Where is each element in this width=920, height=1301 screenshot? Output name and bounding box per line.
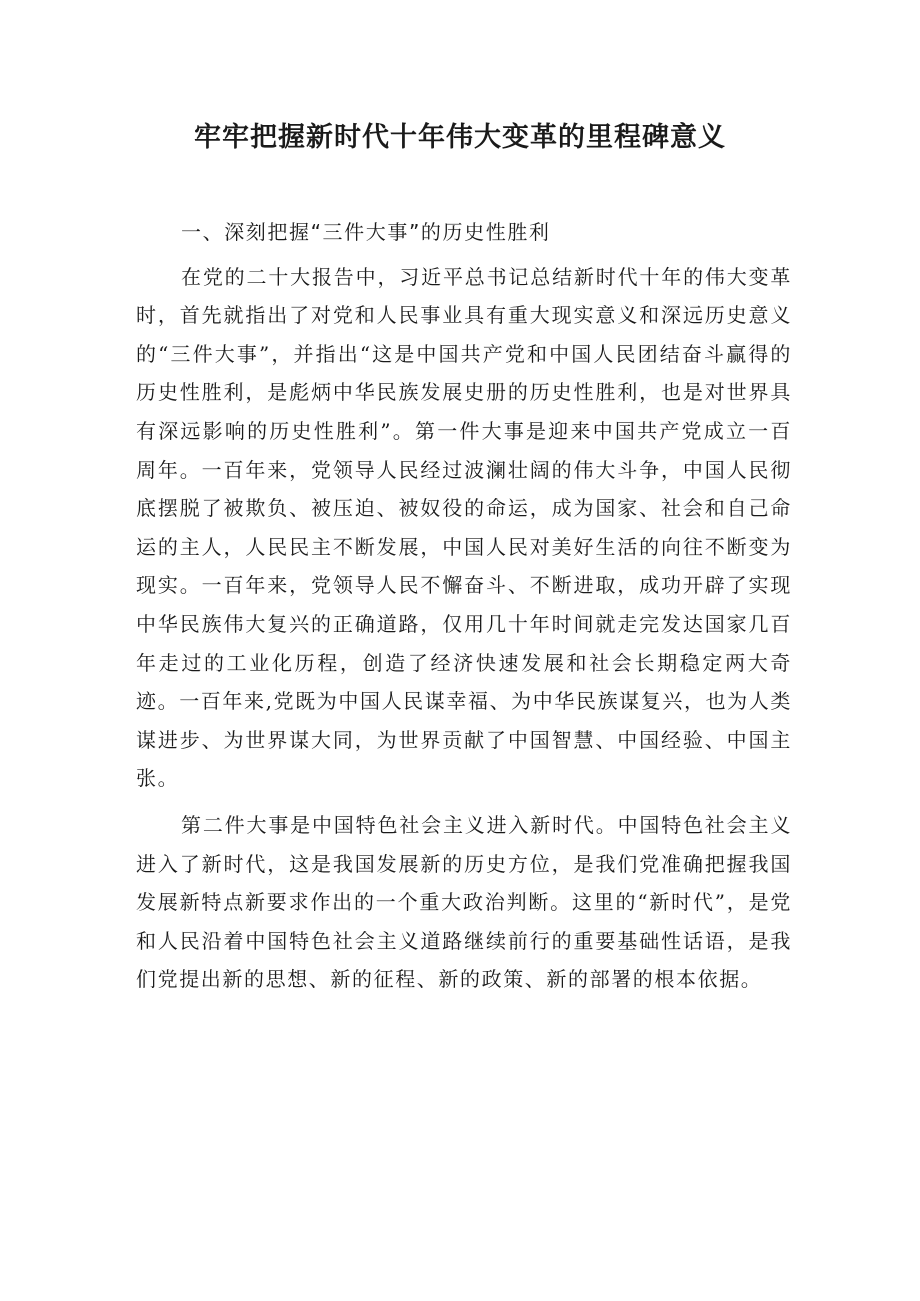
document-title: 牢牢把握新时代十年伟大变革的里程碑意义 (194, 122, 726, 153)
paragraph-1: 在党的二十大报告中，习近平总书记总结新时代十年的伟大变革时，首先就指出了对党和人民事业具有重大现实意义和深远历史意义的“三件大事”，并指出“这是中国共产党和中国人民团结奋斗赢得的历史性胜利，是彪炳中华民族发展史册的历史性胜利，也是对世界具有深远影响的历史性胜利”。第一件大事是迎来中国共产党成立一百周年。一百年来，党领导人民经过波澜壮阔的伟大斗争，中国人民彻底摆脱了被欺负、被压迫、被奴役的命运，成为国家、社会和自己命运的主人，人民民主不断发展，中国人民对美好生活的向往不断变为现实。一百年来，党领导人民不懈奋斗、不断进取，成功开辟了实现中华民族伟大复兴的正确道路，仅用几十年时间就走完发达国家几百年走过的工业化历程，创造了经济快速发展和社会长期稳定两大奇迹。一百年来,党既为中国人民谋幸福、为中华民族谋复兴，也为人类谋进步、为世界谋大同，为世界贡献了中国智慧、中国经验、中国主张。 (136, 264, 792, 791)
document-body (136, 213, 792, 999)
paragraph-2: 第二件大事是中国特色社会主义进入新时代。中国特色社会主义进入了新时代，这是我国发展新的历史方位，是我们党准确把握我国发展新特点新要求作出的一个重大政治判断。这里的“新时代”，是党和人民沿着中国特色社会主义道路继续前行的重要基础性话语，是我们党提出新的思想、新的征程、新的政策、新的部署的根本依据。 (136, 812, 792, 992)
section-heading: 一、深刻把握“三件大事”的历史性胜利 (181, 220, 551, 244)
